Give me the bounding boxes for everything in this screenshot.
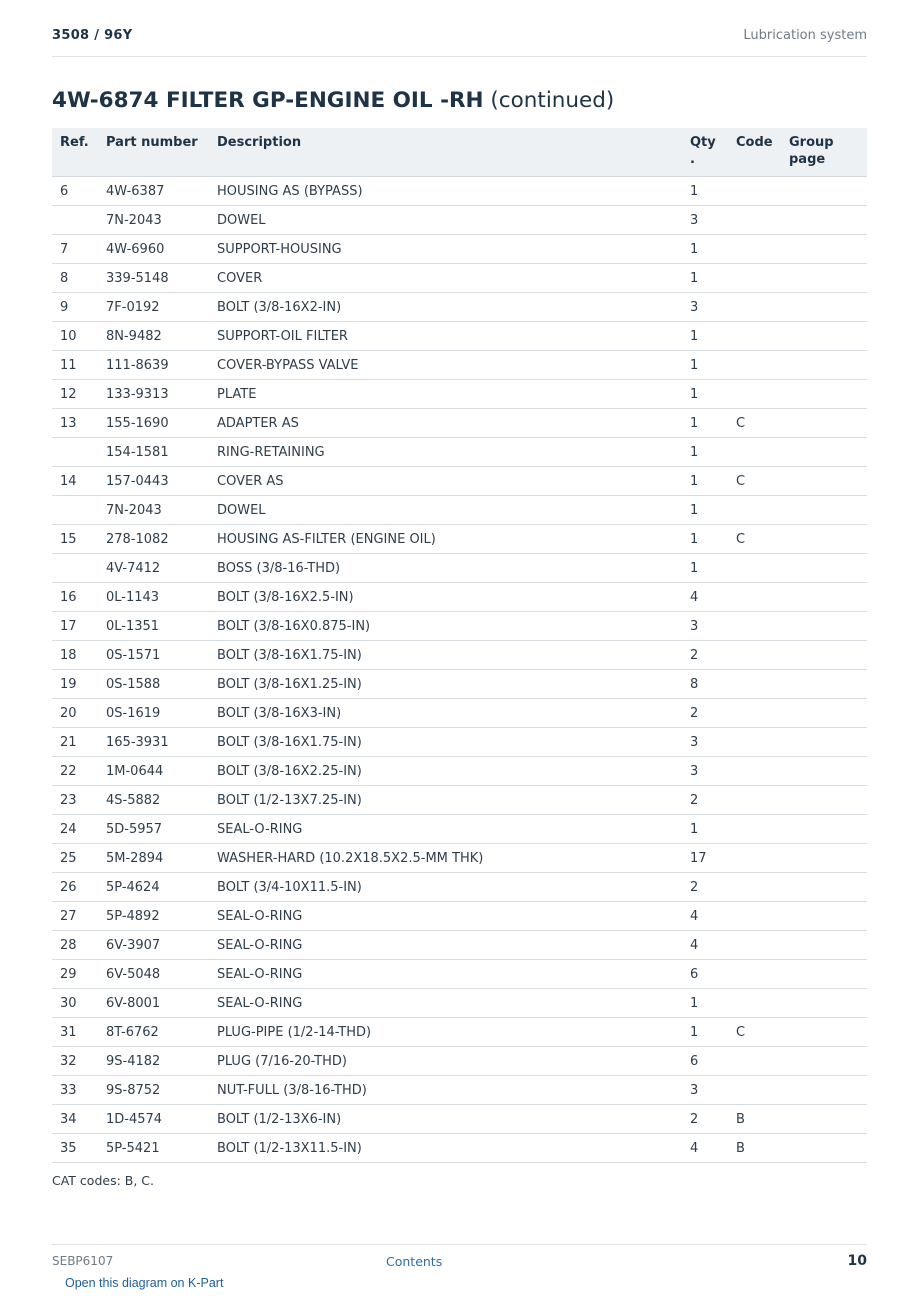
ref-cell: 28	[52, 931, 102, 960]
group-page-cell	[785, 1105, 867, 1134]
description-cell: RING-RETAINING	[213, 438, 686, 467]
ref-cell: 33	[52, 1076, 102, 1105]
ref-cell: 13	[52, 409, 102, 438]
part-number-cell: 7N-2043	[102, 206, 213, 235]
part-number-cell: 339-5148	[102, 264, 213, 293]
qty-cell: 1	[686, 554, 732, 583]
page-title	[52, 88, 614, 113]
part-number-cell: 6V-5048	[102, 960, 213, 989]
col-header-description: Description	[213, 128, 686, 177]
part-number-cell: 133-9313	[102, 380, 213, 409]
qty-cell: 1	[686, 989, 732, 1018]
code-cell	[732, 380, 785, 409]
qty-cell: 1	[686, 467, 732, 496]
group-page-cell	[785, 757, 867, 786]
part-number-cell: 8N-9482	[102, 322, 213, 351]
group-page-cell	[785, 554, 867, 583]
description-cell: BOLT (1/2-13X6-IN)	[213, 1105, 686, 1134]
col-header-qty: Qty .	[686, 128, 732, 177]
part-number-cell: 0S-1571	[102, 641, 213, 670]
qty-cell: 2	[686, 873, 732, 902]
ref-cell: 26	[52, 873, 102, 902]
group-page-cell	[785, 815, 867, 844]
description-cell: BOLT (3/8-16X0.875-IN)	[213, 612, 686, 641]
qty-cell: 1	[686, 351, 732, 380]
description-cell: COVER	[213, 264, 686, 293]
table-row	[52, 264, 867, 293]
qty-cell: 1	[686, 815, 732, 844]
title-suffix: (continued)	[483, 88, 615, 113]
table-row	[52, 467, 867, 496]
qty-cell: 1	[686, 235, 732, 264]
description-cell: SUPPORT-HOUSING	[213, 235, 686, 264]
qty-cell: 8	[686, 670, 732, 699]
parts-table-body	[52, 177, 867, 1163]
description-cell: COVER-BYPASS VALVE	[213, 351, 686, 380]
table-row	[52, 525, 867, 554]
description-cell: DOWEL	[213, 206, 686, 235]
group-page-cell	[785, 873, 867, 902]
part-number-cell: 9S-8752	[102, 1076, 213, 1105]
ref-cell: 25	[52, 844, 102, 873]
group-page-cell	[785, 612, 867, 641]
group-page-cell	[785, 1047, 867, 1076]
part-number-cell: 278-1082	[102, 525, 213, 554]
group-page-cell	[785, 728, 867, 757]
part-number-cell: 5P-4892	[102, 902, 213, 931]
section-name: Lubrication system	[743, 28, 867, 43]
description-cell: ADAPTER AS	[213, 409, 686, 438]
qty-cell: 2	[686, 786, 732, 815]
description-cell: HOUSING AS (BYPASS)	[213, 177, 686, 206]
code-cell	[732, 206, 785, 235]
ref-cell: 14	[52, 467, 102, 496]
table-row	[52, 1105, 867, 1134]
description-cell: COVER AS	[213, 467, 686, 496]
table-row	[52, 409, 867, 438]
group-page-cell	[785, 264, 867, 293]
qty-cell: 3	[686, 293, 732, 322]
part-number-cell: 5M-2894	[102, 844, 213, 873]
open-diagram-link[interactable]: Open this diagram on K-Part	[65, 1276, 224, 1290]
qty-cell: 4	[686, 931, 732, 960]
table-row	[52, 902, 867, 931]
qty-cell: 17	[686, 844, 732, 873]
ref-cell: 34	[52, 1105, 102, 1134]
table-row	[52, 351, 867, 380]
ref-cell: 15	[52, 525, 102, 554]
description-cell: BOLT (3/8-16X2.5-IN)	[213, 583, 686, 612]
qty-cell: 1	[686, 1018, 732, 1047]
qty-cell: 1	[686, 525, 732, 554]
table-row	[52, 612, 867, 641]
part-number-cell: 6V-3907	[102, 931, 213, 960]
part-number-cell: 0S-1588	[102, 670, 213, 699]
table-row	[52, 322, 867, 351]
group-page-cell	[785, 525, 867, 554]
code-cell	[732, 322, 785, 351]
part-number-cell: 5P-5421	[102, 1134, 213, 1163]
code-cell	[732, 699, 785, 728]
code-cell	[732, 496, 785, 525]
code-cell	[732, 670, 785, 699]
ref-cell	[52, 554, 102, 583]
part-number-cell: 5D-5957	[102, 815, 213, 844]
table-row	[52, 380, 867, 409]
part-number-cell: 4V-7412	[102, 554, 213, 583]
page-footer	[52, 1244, 867, 1273]
description-cell: BOLT (1/2-13X11.5-IN)	[213, 1134, 686, 1163]
table-row	[52, 728, 867, 757]
engine-model: 3508 / 96Y	[52, 28, 133, 43]
part-number-cell: 165-3931	[102, 728, 213, 757]
code-cell	[732, 931, 785, 960]
qty-cell: 3	[686, 612, 732, 641]
table-row	[52, 583, 867, 612]
ref-cell: 24	[52, 815, 102, 844]
group-page-cell	[785, 206, 867, 235]
ref-cell: 35	[52, 1134, 102, 1163]
group-page-cell	[785, 380, 867, 409]
table-row	[52, 960, 867, 989]
description-cell: NUT-FULL (3/8-16-THD)	[213, 1076, 686, 1105]
group-page-cell	[785, 322, 867, 351]
part-number-cell: 4W-6387	[102, 177, 213, 206]
group-page-cell	[785, 177, 867, 206]
part-number-cell: 4S-5882	[102, 786, 213, 815]
qty-cell: 6	[686, 960, 732, 989]
col-header-code: Code	[732, 128, 785, 177]
group-page-cell	[785, 235, 867, 264]
qty-cell: 1	[686, 322, 732, 351]
ref-cell: 9	[52, 293, 102, 322]
qty-cell: 2	[686, 641, 732, 670]
table-row	[52, 496, 867, 525]
ref-cell: 19	[52, 670, 102, 699]
ref-cell	[52, 206, 102, 235]
description-cell: SEAL-O-RING	[213, 815, 686, 844]
description-cell: DOWEL	[213, 496, 686, 525]
page-number: 10	[847, 1253, 867, 1269]
ref-cell: 21	[52, 728, 102, 757]
qty-cell: 1	[686, 264, 732, 293]
qty-cell: 2	[686, 1105, 732, 1134]
ref-cell: 8	[52, 264, 102, 293]
table-row	[52, 293, 867, 322]
qty-cell: 4	[686, 1134, 732, 1163]
code-cell	[732, 873, 785, 902]
ref-cell: 23	[52, 786, 102, 815]
ref-cell	[52, 438, 102, 467]
group-page-cell	[785, 844, 867, 873]
qty-cell: 1	[686, 380, 732, 409]
ref-cell: 16	[52, 583, 102, 612]
cat-codes-note: CAT codes: B, C.	[52, 1173, 154, 1188]
group-page-cell	[785, 409, 867, 438]
code-cell	[732, 902, 785, 931]
ref-cell: 20	[52, 699, 102, 728]
ref-cell: 22	[52, 757, 102, 786]
group-page-cell	[785, 960, 867, 989]
ref-cell: 17	[52, 612, 102, 641]
description-cell: BOLT (3/8-16X1.75-IN)	[213, 641, 686, 670]
code-cell: C	[732, 525, 785, 554]
table-row	[52, 554, 867, 583]
code-cell	[732, 815, 785, 844]
description-cell: BOSS (3/8-16-THD)	[213, 554, 686, 583]
qty-cell: 2	[686, 699, 732, 728]
ref-cell: 10	[52, 322, 102, 351]
ref-cell: 6	[52, 177, 102, 206]
group-page-cell	[785, 583, 867, 612]
table-header-row	[52, 128, 867, 177]
col-header-group-page: Group page	[785, 128, 867, 177]
ref-cell: 11	[52, 351, 102, 380]
qty-cell: 4	[686, 583, 732, 612]
qty-cell: 3	[686, 206, 732, 235]
table-row	[52, 670, 867, 699]
part-number-cell: 1D-4574	[102, 1105, 213, 1134]
description-cell: PLUG (7/16-20-THD)	[213, 1047, 686, 1076]
code-cell	[732, 728, 785, 757]
ref-cell: 29	[52, 960, 102, 989]
part-number-cell: 8T-6762	[102, 1018, 213, 1047]
part-number-cell: 0S-1619	[102, 699, 213, 728]
code-cell	[732, 1047, 785, 1076]
description-cell: BOLT (3/8-16X1.25-IN)	[213, 670, 686, 699]
table-row	[52, 815, 867, 844]
table-row	[52, 1134, 867, 1163]
table-row	[52, 844, 867, 873]
qty-cell: 1	[686, 409, 732, 438]
parts-table	[52, 128, 867, 1163]
group-page-cell	[785, 293, 867, 322]
description-cell: HOUSING AS-FILTER (ENGINE OIL)	[213, 525, 686, 554]
description-cell: BOLT (1/2-13X7.25-IN)	[213, 786, 686, 815]
ref-cell	[52, 496, 102, 525]
qty-cell: 6	[686, 1047, 732, 1076]
ref-cell: 18	[52, 641, 102, 670]
table-row	[52, 757, 867, 786]
part-number-cell: 111-8639	[102, 351, 213, 380]
document-id: SEBP6107	[52, 1254, 114, 1268]
table-row	[52, 989, 867, 1018]
description-cell: BOLT (3/8-16X2-IN)	[213, 293, 686, 322]
code-cell	[732, 1076, 785, 1105]
description-cell: BOLT (3/4-10X11.5-IN)	[213, 873, 686, 902]
qty-cell: 3	[686, 1076, 732, 1105]
group-page-cell	[785, 496, 867, 525]
code-cell: C	[732, 1018, 785, 1047]
table-row	[52, 1076, 867, 1105]
description-cell: SEAL-O-RING	[213, 902, 686, 931]
description-cell: SUPPORT-OIL FILTER	[213, 322, 686, 351]
part-number-cell: 6V-8001	[102, 989, 213, 1018]
contents-link[interactable]: Contents	[386, 1254, 443, 1269]
code-cell: B	[732, 1105, 785, 1134]
group-page-cell	[785, 438, 867, 467]
group-page-cell	[785, 670, 867, 699]
qty-cell: 3	[686, 757, 732, 786]
qty-cell: 1	[686, 177, 732, 206]
table-row	[52, 1018, 867, 1047]
part-number-cell: 157-0443	[102, 467, 213, 496]
code-cell	[732, 757, 785, 786]
table-row	[52, 873, 867, 902]
code-cell	[732, 235, 785, 264]
part-number-cell: 1M-0644	[102, 757, 213, 786]
group-page-cell	[785, 931, 867, 960]
description-cell: WASHER-HARD (10.2X18.5X2.5-MM THK)	[213, 844, 686, 873]
table-row	[52, 235, 867, 264]
code-cell	[732, 583, 785, 612]
code-cell: B	[732, 1134, 785, 1163]
part-number-cell: 0L-1351	[102, 612, 213, 641]
code-cell	[732, 641, 785, 670]
part-number-cell: 5P-4624	[102, 873, 213, 902]
group-page-cell	[785, 1018, 867, 1047]
ref-cell: 27	[52, 902, 102, 931]
code-cell	[732, 438, 785, 467]
qty-cell: 1	[686, 438, 732, 467]
group-page-cell	[785, 989, 867, 1018]
table-row	[52, 786, 867, 815]
group-page-cell	[785, 641, 867, 670]
table-row	[52, 438, 867, 467]
description-cell: SEAL-O-RING	[213, 989, 686, 1018]
ref-cell: 12	[52, 380, 102, 409]
group-page-cell	[785, 699, 867, 728]
ref-cell: 7	[52, 235, 102, 264]
part-number-cell: 7N-2043	[102, 496, 213, 525]
code-cell: C	[732, 409, 785, 438]
description-cell: PLATE	[213, 380, 686, 409]
code-cell	[732, 351, 785, 380]
part-number-cell: 155-1690	[102, 409, 213, 438]
group-page-cell	[785, 351, 867, 380]
description-cell: SEAL-O-RING	[213, 960, 686, 989]
code-cell	[732, 786, 785, 815]
part-number-cell: 154-1581	[102, 438, 213, 467]
code-cell	[732, 293, 785, 322]
part-number-cell: 4W-6960	[102, 235, 213, 264]
group-page-cell	[785, 1134, 867, 1163]
qty-cell: 1	[686, 496, 732, 525]
table-row	[52, 177, 867, 206]
table-row	[52, 699, 867, 728]
group-page-cell	[785, 786, 867, 815]
table-row	[52, 206, 867, 235]
description-cell: PLUG-PIPE (1/2-14-THD)	[213, 1018, 686, 1047]
part-number-cell: 7F-0192	[102, 293, 213, 322]
qty-cell: 3	[686, 728, 732, 757]
part-number-cell: 0L-1143	[102, 583, 213, 612]
code-cell	[732, 989, 785, 1018]
group-title: 4W-6874 FILTER GP-ENGINE OIL -RH	[52, 88, 484, 113]
group-page-cell	[785, 902, 867, 931]
page-header	[52, 28, 867, 57]
code-cell: C	[732, 467, 785, 496]
table-row	[52, 931, 867, 960]
description-cell: SEAL-O-RING	[213, 931, 686, 960]
code-cell	[732, 960, 785, 989]
table-row	[52, 1047, 867, 1076]
part-number-cell: 9S-4182	[102, 1047, 213, 1076]
col-header-ref: Ref.	[52, 128, 102, 177]
col-header-part-number: Part number	[102, 128, 213, 177]
table-row	[52, 641, 867, 670]
description-cell: BOLT (3/8-16X3-IN)	[213, 699, 686, 728]
code-cell	[732, 554, 785, 583]
code-cell	[732, 177, 785, 206]
ref-cell: 31	[52, 1018, 102, 1047]
ref-cell: 32	[52, 1047, 102, 1076]
code-cell	[732, 844, 785, 873]
description-cell: BOLT (3/8-16X2.25-IN)	[213, 757, 686, 786]
code-cell	[732, 264, 785, 293]
description-cell: BOLT (3/8-16X1.75-IN)	[213, 728, 686, 757]
qty-cell: 4	[686, 902, 732, 931]
group-page-cell	[785, 1076, 867, 1105]
group-page-cell	[785, 467, 867, 496]
ref-cell: 30	[52, 989, 102, 1018]
code-cell	[732, 612, 785, 641]
